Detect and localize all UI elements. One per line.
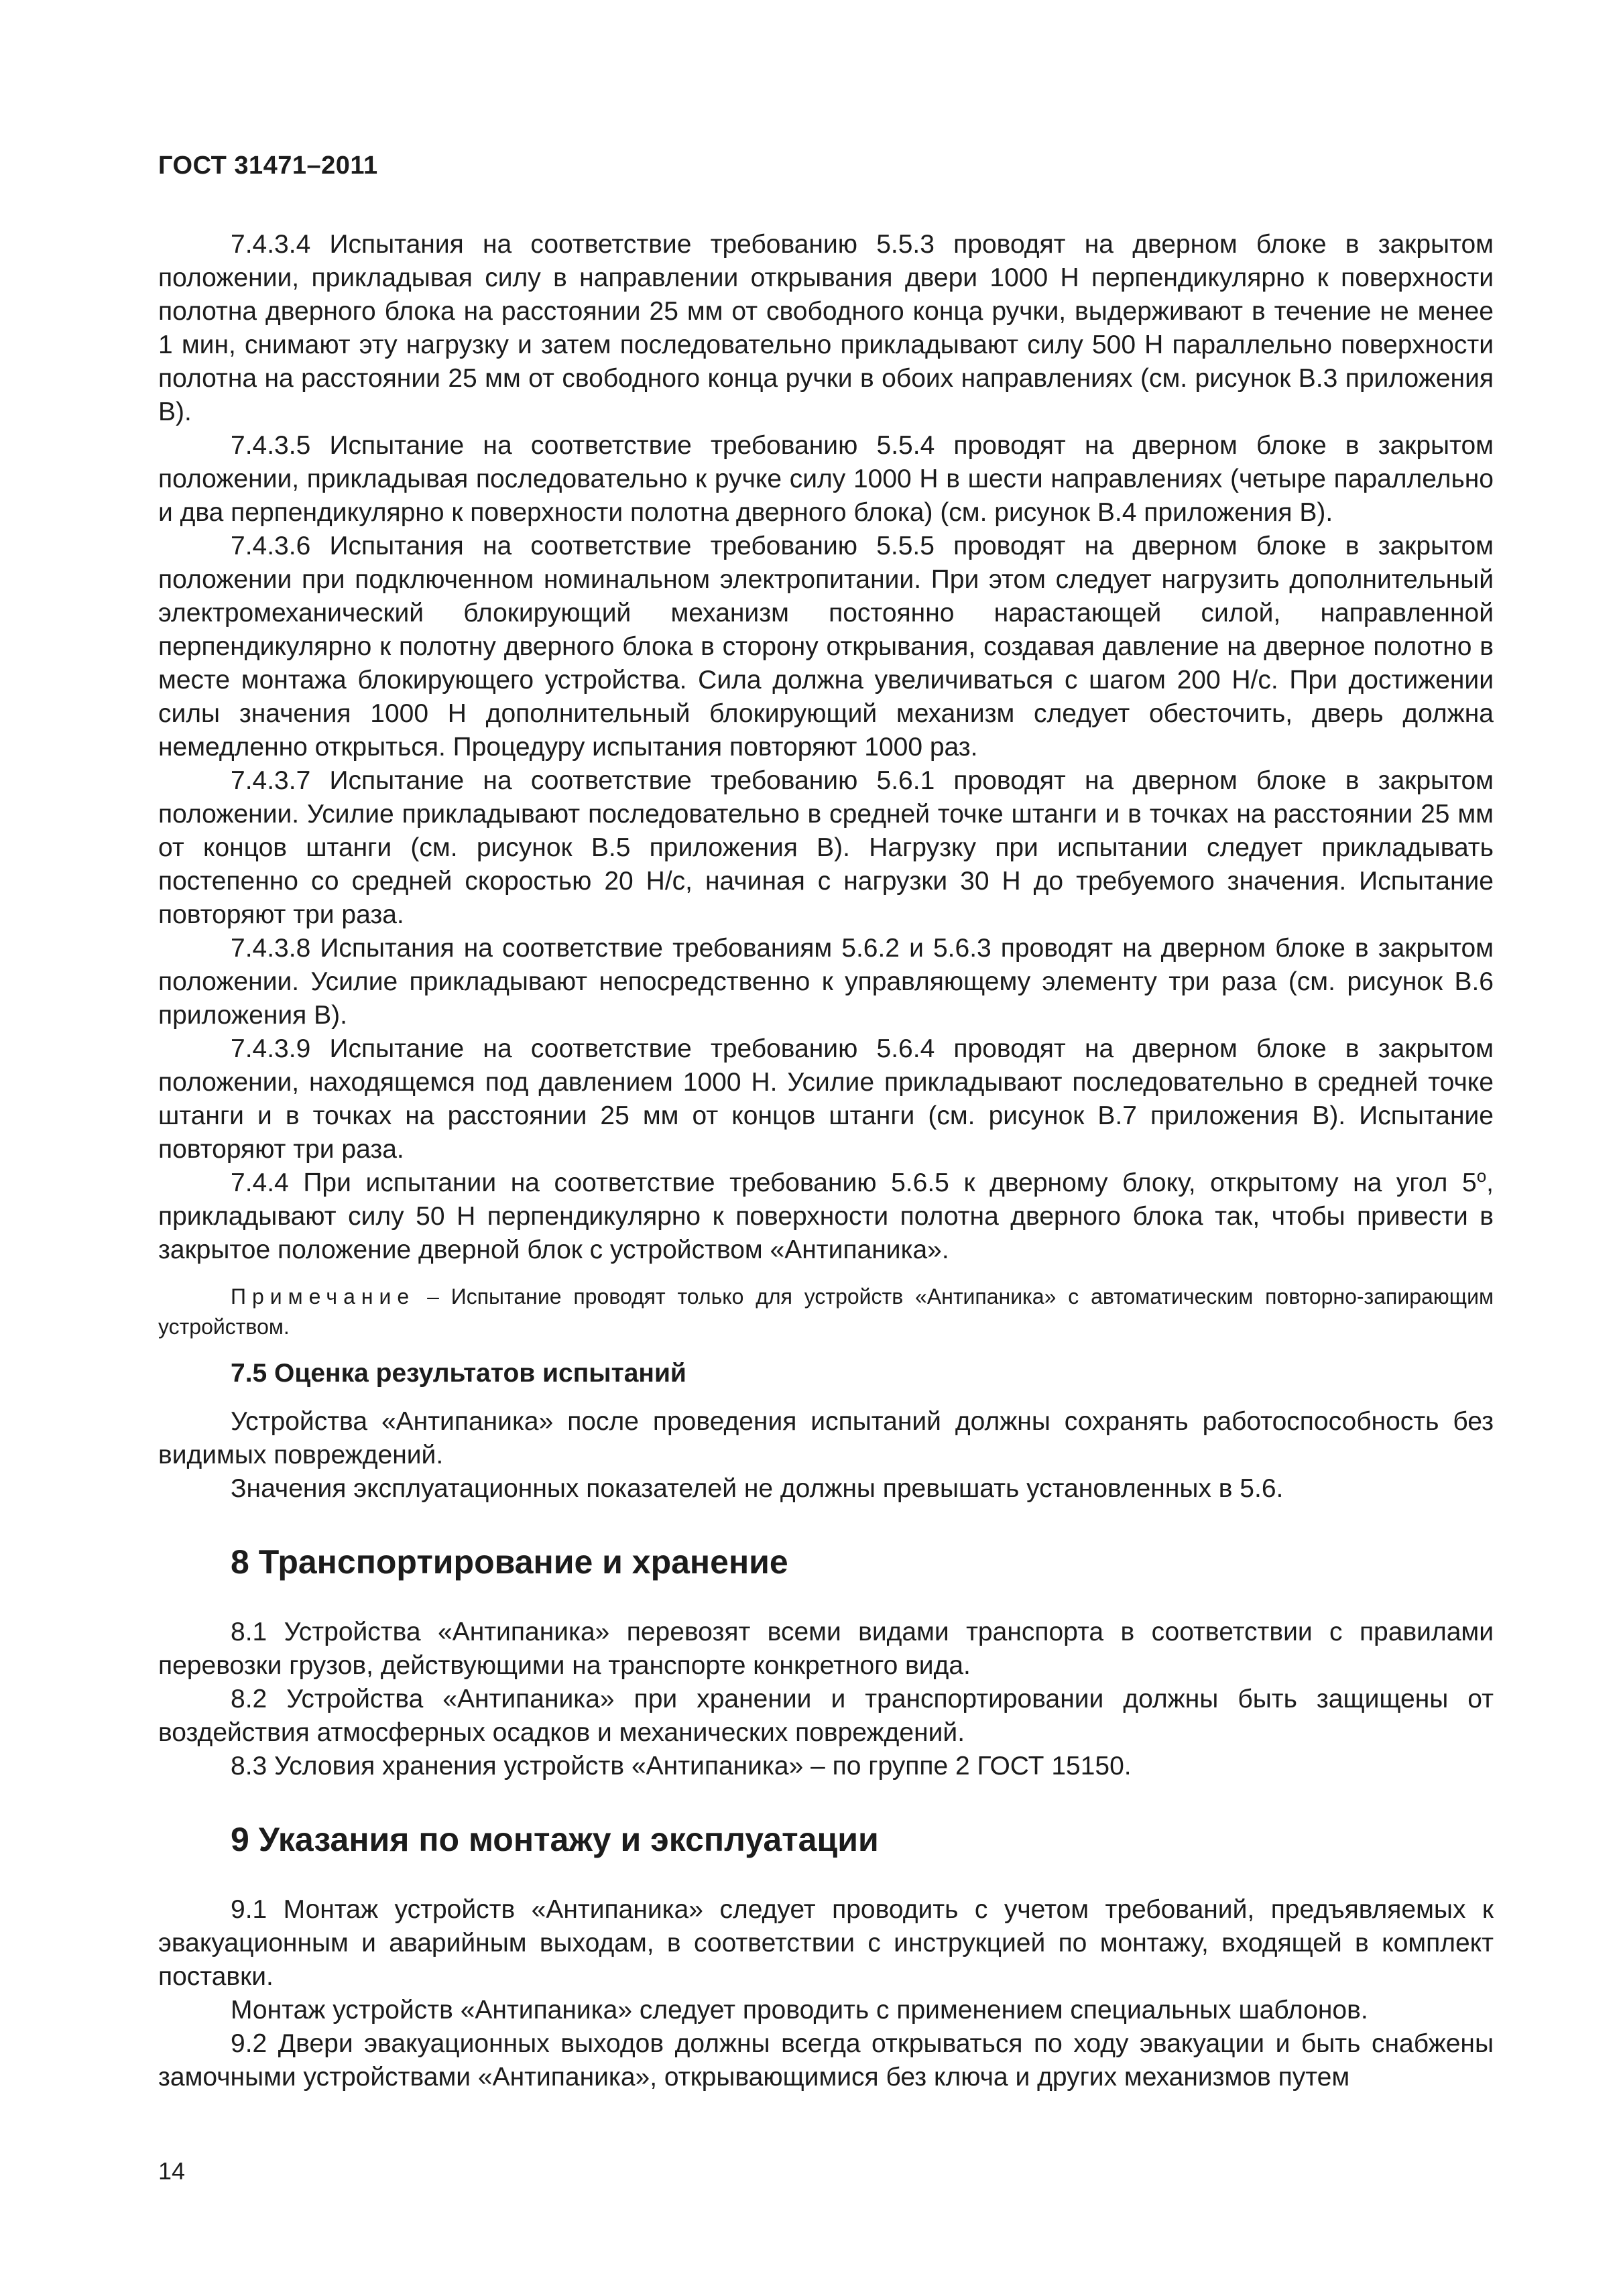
paragraph-7-4-4-start: 7.4.4 При испытании на соответствие требованию 5.6.5 к дверному блоку, открытому на угол 5 bbox=[231, 1168, 1477, 1197]
paragraph-9-1: 9.1 Монтаж устройств «Антипаника» следует проводить с учетом требований, предъявляемых к эвакуационным и аварийным выходам, в соответствии с инструкцией по монтажу, входящей в комплект поставки. bbox=[158, 1895, 1494, 1991]
paragraph-9-2: 9.2 Двери эвакуационных выходов должны всегда открываться по ходу эвакуации и быть снабжены замочными устройствами «Антипаника», открывающимися без ключа и других механизмов путем bbox=[158, 2029, 1494, 2092]
paragraph-7-4-3-8: 7.4.3.8 Испытания на соответствие требованиям 5.6.2 и 5.6.3 проводят на дверном блоке в закрытом положении. Усилие прикладывают непосредственно к управляющему элементу три раза (см. рисунок В.6 приложения В). bbox=[158, 934, 1494, 1030]
degree-sign: о bbox=[1476, 1166, 1487, 1186]
heading-section-9: 9 Указания по монтажу и эксплуатации bbox=[231, 1821, 879, 1858]
standard-header: ГОСТ 31471–2011 bbox=[158, 152, 378, 180]
paragraph-7-4-4-end: , прикладывают силу 50 Н перпендикулярно к поверхности полотна дверного блока так, чтобы привести в закрытое положение дверной блок с устройством «Антипаника». bbox=[158, 1168, 1494, 1264]
paragraph-7-5-a: Устройства «Антипаника» после проведения испытаний должны сохранять работоспособность без видимых повреждений. bbox=[158, 1407, 1494, 1469]
note-text: – Испытание проводят только для устройств «Антипаника» с автоматическим повторно-запирающим устройством. bbox=[158, 1284, 1494, 1339]
page-number: 14 bbox=[158, 2157, 186, 2185]
paragraph-7-4-4 bbox=[158, 1166, 1494, 1267]
paragraph-9-1-b: Монтаж устройств «Антипаника» следует проводить с применением специальных шаблонов. bbox=[231, 1996, 1368, 2025]
paragraph-7-4-3-4: 7.4.3.4 Испытания на соответствие требованию 5.5.3 проводят на дверном блоке в закрытом положении, прикладывая силу в направлении открывания двери 1000 Н перпендикулярно к поверхности полотна дверного блока на расстоянии 25 мм от свободного конца ручки, выдерживают в течение не менее 1 мин, снимают эту нагрузку и затем последовательно прикладывают силу 500 Н параллельно поверхности полотна на расстоянии 25 мм от свободного конца ручки в обоих направлениях (см. рисунок В.3 приложения В). bbox=[158, 230, 1494, 426]
document-page bbox=[158, 0, 1494, 2296]
document-body bbox=[158, 228, 1494, 2094]
paragraph-8-3: 8.3 Условия хранения устройств «Антипаника» – по группе 2 ГОСТ 15150. bbox=[231, 1752, 1132, 1780]
paragraph-7-4-3-5: 7.4.3.5 Испытание на соответствие требованию 5.5.4 проводят на дверном блоке в закрытом положении, прикладывая последовательно к ручке силу 1000 Н в шести направлениях (четыре параллельно и два перпендикулярно к поверхности полотна дверного блока) (см. рисунок В.4 приложения В). bbox=[158, 431, 1494, 527]
note bbox=[158, 1282, 1494, 1342]
paragraph-7-4-3-7: 7.4.3.7 Испытание на соответствие требованию 5.6.1 проводят на дверном блоке в закрытом положении. Усилие прикладывают последовательно в средней точке штанги и в точках на расстоянии 25 мм от концов штанги (см. рисунок В.5 приложения В). Нагрузку при испытании следует прикладывать постепенно со средней скоростью 20 Н/с, начиная с нагрузки 30 Н до требуемого значения. Испытание повторяют три раза. bbox=[158, 766, 1494, 929]
note-label: Примечание bbox=[231, 1284, 416, 1309]
heading-7-5: 7.5 Оценка результатов испытаний bbox=[231, 1359, 686, 1388]
paragraph-7-5-b: Значения эксплуатационных показателей не должны превышать установленных в 5.6. bbox=[231, 1474, 1284, 1503]
paragraph-7-4-3-6: 7.4.3.6 Испытания на соответствие требованию 5.5.5 проводят на дверном блоке в закрытом положении при подключенном номинальном электропитании. При этом следует нагрузить дополнительный электромеханический блокирующий механизм постоянно нарастающей силой, направленной перпендикулярно к полотну дверного блока в сторону открывания, создавая давление на дверное полотно в месте монтажа блокирующего устройства. Сила должна увеличиваться с шагом 200 Н/с. При достижении силы значения 1000 Н дополнительный блокирующий механизм следует обесточить, дверь должна немедленно открыться. Процедуру испытания повторяют 1000 раз. bbox=[158, 532, 1494, 762]
paragraph-7-4-3-9: 7.4.3.9 Испытание на соответствие требованию 5.6.4 проводят на дверном блоке в закрытом положении, находящемся под давлением 1000 Н. Усилие прикладывают последовательно в средней точке штанги и в точках на расстоянии 25 мм от концов штанги (см. рисунок В.7 приложения В). Испытание повторяют три раза. bbox=[158, 1034, 1494, 1164]
heading-section-8: 8 Транспортирование и хранение bbox=[231, 1543, 788, 1581]
paragraph-8-2: 8.2 Устройства «Антипаника» при хранении и транспортировании должны быть защищены от воздействия атмосферных осадков и механических повреждений. bbox=[158, 1685, 1494, 1747]
paragraph-8-1: 8.1 Устройства «Антипаника» перевозят всеми видами транспорта в соответствии с правилами перевозки грузов, действующими на транспорте конкретного вида. bbox=[158, 1618, 1494, 1680]
